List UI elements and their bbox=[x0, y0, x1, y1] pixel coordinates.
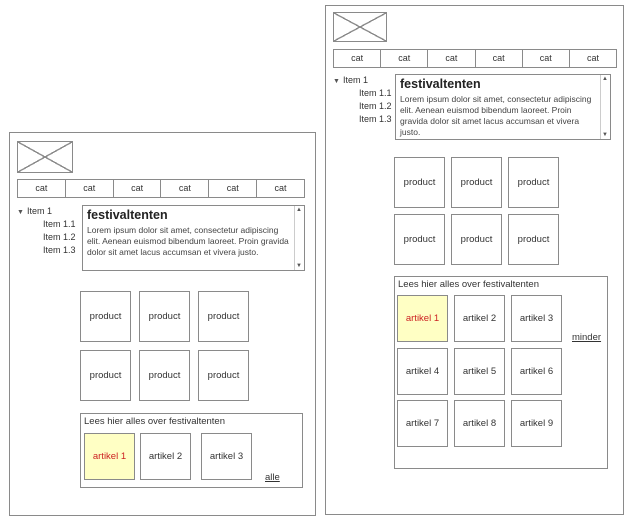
product-tile[interactable]: product bbox=[198, 350, 249, 401]
product-tile[interactable]: product bbox=[80, 350, 131, 401]
category-tab[interactable]: cat bbox=[274, 183, 287, 193]
wireframe-expanded bbox=[325, 5, 624, 515]
articles-section bbox=[394, 276, 608, 469]
category-tab[interactable]: cat bbox=[18, 180, 66, 197]
category-tab[interactable]: cat bbox=[428, 50, 475, 67]
articles-section bbox=[80, 413, 303, 488]
category-tab[interactable]: cat bbox=[381, 50, 428, 67]
intro-title: festivaltenten bbox=[87, 208, 168, 222]
product-tile[interactable]: product bbox=[80, 291, 131, 342]
show-all-link[interactable]: alle bbox=[265, 472, 280, 483]
scroll-down-icon[interactable]: ▼ bbox=[602, 132, 608, 138]
product-tile[interactable]: product bbox=[451, 214, 502, 265]
category-tab[interactable]: cat bbox=[114, 180, 162, 197]
product-tile[interactable]: product bbox=[508, 214, 559, 265]
article-tile[interactable]: artikel 2 bbox=[454, 295, 505, 342]
article-tile[interactable]: artikel 8 bbox=[454, 400, 505, 447]
product-tile[interactable]: product bbox=[394, 157, 445, 208]
product-tile[interactable]: product bbox=[198, 291, 249, 342]
logo-placeholder bbox=[17, 141, 73, 173]
scrollbar[interactable] bbox=[294, 206, 304, 270]
wireframe-collapsed bbox=[9, 132, 316, 516]
article-tile[interactable]: artikel 1 bbox=[84, 433, 135, 480]
scroll-up-icon[interactable]: ▲ bbox=[296, 207, 302, 213]
category-tab[interactable]: cat bbox=[209, 180, 257, 197]
collapse-arrow-icon[interactable]: ▼ bbox=[333, 78, 340, 85]
tree-item[interactable]: Item 1.1 bbox=[359, 88, 392, 98]
category-tab[interactable]: cat bbox=[66, 180, 114, 197]
tree-item-root[interactable]: ▼ Item 1 bbox=[17, 205, 76, 218]
tree-item-root[interactable]: ▼ Item 1 bbox=[333, 74, 392, 87]
intro-textbox bbox=[82, 205, 305, 271]
category-tab[interactable]: cat bbox=[586, 53, 599, 63]
tree-item[interactable]: Item 1.3 bbox=[43, 245, 76, 255]
category-nav bbox=[333, 49, 617, 68]
tree-item[interactable]: Item 1.3 bbox=[359, 114, 392, 124]
scrollbar[interactable] bbox=[600, 75, 610, 139]
category-tab[interactable]: cat bbox=[523, 50, 570, 67]
article-tile[interactable]: artikel 6 bbox=[511, 348, 562, 395]
article-tile[interactable]: artikel 7 bbox=[397, 400, 448, 447]
article-tile[interactable]: artikel 1 bbox=[397, 295, 448, 342]
category-tab[interactable]: cat bbox=[476, 50, 523, 67]
tree-item[interactable]: Item 1.2 bbox=[43, 232, 76, 242]
intro-textbox bbox=[395, 74, 611, 140]
article-tile[interactable]: artikel 9 bbox=[511, 400, 562, 447]
category-tree bbox=[333, 74, 392, 126]
articles-heading: Lees hier alles over festivaltenten bbox=[398, 279, 539, 290]
intro-text: Lorem ipsum dolor sit amet, consectetur adipiscing elit. Aenean euismod bibendum laoreet. Proin gravida dolor sit amet lacus accumsan et vivera justo. bbox=[87, 225, 289, 257]
scroll-up-icon[interactable]: ▲ bbox=[602, 76, 608, 82]
scroll-down-icon[interactable]: ▼ bbox=[296, 263, 302, 269]
category-nav bbox=[17, 179, 305, 198]
product-tile[interactable]: product bbox=[394, 214, 445, 265]
article-tile[interactable]: artikel 5 bbox=[454, 348, 505, 395]
articles-heading: Lees hier alles over festivaltenten bbox=[84, 416, 225, 427]
article-tile[interactable]: artikel 2 bbox=[140, 433, 191, 480]
tree-item[interactable]: Item 1.1 bbox=[43, 219, 76, 229]
product-tile[interactable]: product bbox=[508, 157, 559, 208]
category-tree bbox=[17, 205, 76, 257]
show-less-link[interactable]: minder bbox=[572, 332, 602, 343]
collapse-arrow-icon[interactable]: ▼ bbox=[17, 209, 24, 216]
intro-text: Lorem ipsum dolor sit amet, consectetur adipiscing elit. Aenean euismod bibendum laoreet. Proin gravida dolor sit amet lacus accumsan et vivera justo. bbox=[400, 94, 592, 137]
intro-title: festivaltenten bbox=[400, 77, 481, 91]
category-tab[interactable]: cat bbox=[161, 180, 209, 197]
article-tile[interactable]: artikel 4 bbox=[397, 348, 448, 395]
article-tile[interactable]: artikel 3 bbox=[201, 433, 252, 480]
category-tab[interactable]: cat bbox=[334, 50, 381, 67]
article-tile[interactable]: artikel 3 bbox=[511, 295, 562, 342]
product-tile[interactable]: product bbox=[451, 157, 502, 208]
logo-placeholder bbox=[333, 12, 387, 42]
product-tile[interactable]: product bbox=[139, 350, 190, 401]
tree-item[interactable]: Item 1.2 bbox=[359, 101, 392, 111]
product-tile[interactable]: product bbox=[139, 291, 190, 342]
